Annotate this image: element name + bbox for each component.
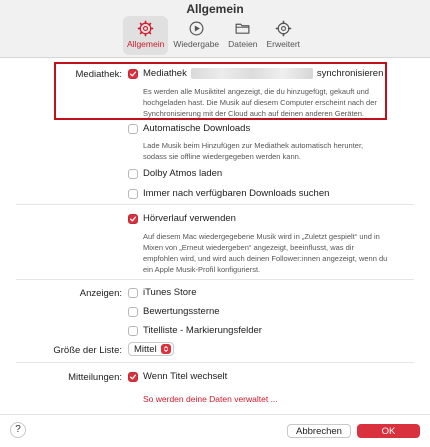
song-checkboxes-label: Titelliste - Markierungsfelder: [143, 325, 262, 336]
song-change-notification-checkbox[interactable]: [128, 372, 138, 382]
updown-chevron-icon: [161, 344, 171, 354]
sync-library-description: [143, 86, 377, 119]
description-line: Es werden alle Musiktitel angezeigt, die du hinzugefügt, gekauft und: [143, 87, 369, 96]
dolby-atmos-checkbox[interactable]: [128, 169, 138, 179]
list-size-select[interactable]: [128, 342, 174, 356]
auto-downloads-checkbox[interactable]: [128, 124, 138, 134]
tab-wiedergabe[interactable]: [169, 16, 223, 55]
cancel-button[interactable]: Abbrechen: [287, 424, 351, 438]
checkmark-icon: [129, 70, 137, 78]
folder-icon: [234, 20, 251, 37]
description-line: sodass sie offline wiedergegeben werden kann.: [143, 152, 301, 161]
description-line: ein Apple Musik-Profil konfigurierst.: [143, 265, 261, 274]
dolby-atmos-option[interactable]: [128, 168, 222, 179]
itunes-store-label: iTunes Store: [143, 287, 197, 298]
description-line: Lade Musik beim Hinzufügen zur Mediathek automatisch herunter,: [143, 141, 364, 150]
title-bar: [0, 0, 430, 58]
list-size-label: Größe der Liste:: [53, 345, 122, 356]
itunes-store-option[interactable]: [128, 287, 197, 298]
always-check-downloads-label: Immer nach verfügbaren Downloads suchen: [143, 188, 330, 199]
auto-downloads-option[interactable]: [128, 123, 250, 134]
footer-divider: [0, 414, 430, 415]
display-label: Anzeigen:: [79, 288, 122, 299]
tab-erweitert[interactable]: [262, 16, 304, 55]
gear-icon: [137, 20, 154, 37]
song-checkboxes-option[interactable]: [128, 325, 262, 336]
notifications-label: Mitteilungen:: [68, 372, 122, 383]
description-line: empfohlen wird, und wird auch deinen Follower:innen angezeigt, wenn du: [143, 254, 388, 263]
dolby-atmos-label: Dolby Atmos laden: [143, 168, 223, 179]
tab-dateien[interactable]: [224, 16, 261, 55]
listening-history-description: [143, 231, 387, 275]
sync-library-option[interactable]: [128, 68, 383, 79]
divider: [16, 279, 414, 280]
sync-library-label-suffix: synchronisieren: [316, 68, 384, 79]
description-line: hochgeladen hast. Die Musik auf diesem Computer erscheint nach der: [143, 98, 377, 107]
checkmark-icon: [129, 215, 137, 223]
sync-library-label-prefix: Mediathek: [143, 68, 187, 79]
tab-allgemein[interactable]: [123, 16, 168, 55]
tab-label: Erweitert: [266, 39, 301, 49]
description-line: Auf diesem Mac wiedergegebene Musik wird in „Zuletzt gespielt“ und in: [143, 232, 380, 241]
auto-downloads-description: [143, 140, 363, 162]
play-circle-icon: [188, 20, 205, 37]
rating-stars-option[interactable]: [128, 306, 220, 317]
always-check-downloads-checkbox[interactable]: [128, 189, 138, 199]
listening-history-checkbox[interactable]: [128, 214, 138, 224]
privacy-link[interactable]: So werden deine Daten verwaltet ...: [143, 394, 278, 404]
help-button[interactable]: ?: [10, 422, 26, 438]
rating-stars-checkbox[interactable]: [128, 307, 138, 317]
description-line: Mixen von „Erneut wiedergeben“ angezeigt, beeinflusst, was dir: [143, 243, 354, 252]
preferences-toolbar: [123, 16, 305, 56]
listening-history-label: Hörverlauf verwenden: [143, 213, 236, 224]
list-size-popup[interactable]: [128, 342, 174, 356]
mediathek-label: Mediathek:: [75, 69, 122, 80]
song-checkboxes-checkbox[interactable]: [128, 326, 138, 336]
ok-button[interactable]: OK: [357, 424, 420, 438]
window-title: Allgemein: [186, 2, 244, 16]
tab-label: Allgemein: [127, 39, 165, 49]
itunes-store-checkbox[interactable]: [128, 288, 138, 298]
song-change-notification-label: Wenn Titel wechselt: [143, 371, 228, 382]
divider: [16, 204, 414, 205]
tab-label: Wiedergabe: [173, 39, 220, 49]
always-check-downloads-option[interactable]: [128, 188, 329, 199]
listening-history-option[interactable]: [128, 213, 236, 224]
description-line: Synchronisierung mit der Cloud auch auf deinen anderen Geräten.: [143, 109, 364, 118]
song-change-notification-option[interactable]: [128, 371, 227, 382]
divider: [16, 362, 414, 363]
sync-library-checkbox[interactable]: [128, 69, 138, 79]
gear-badge-icon: [275, 20, 292, 37]
redacted-account-name: [191, 68, 313, 79]
rating-stars-label: Bewertungssterne: [143, 306, 220, 317]
auto-downloads-label: Automatische Downloads: [143, 123, 251, 134]
tab-label: Dateien: [228, 39, 258, 49]
list-size-value: Mittel: [134, 343, 157, 355]
checkmark-icon: [129, 373, 137, 381]
